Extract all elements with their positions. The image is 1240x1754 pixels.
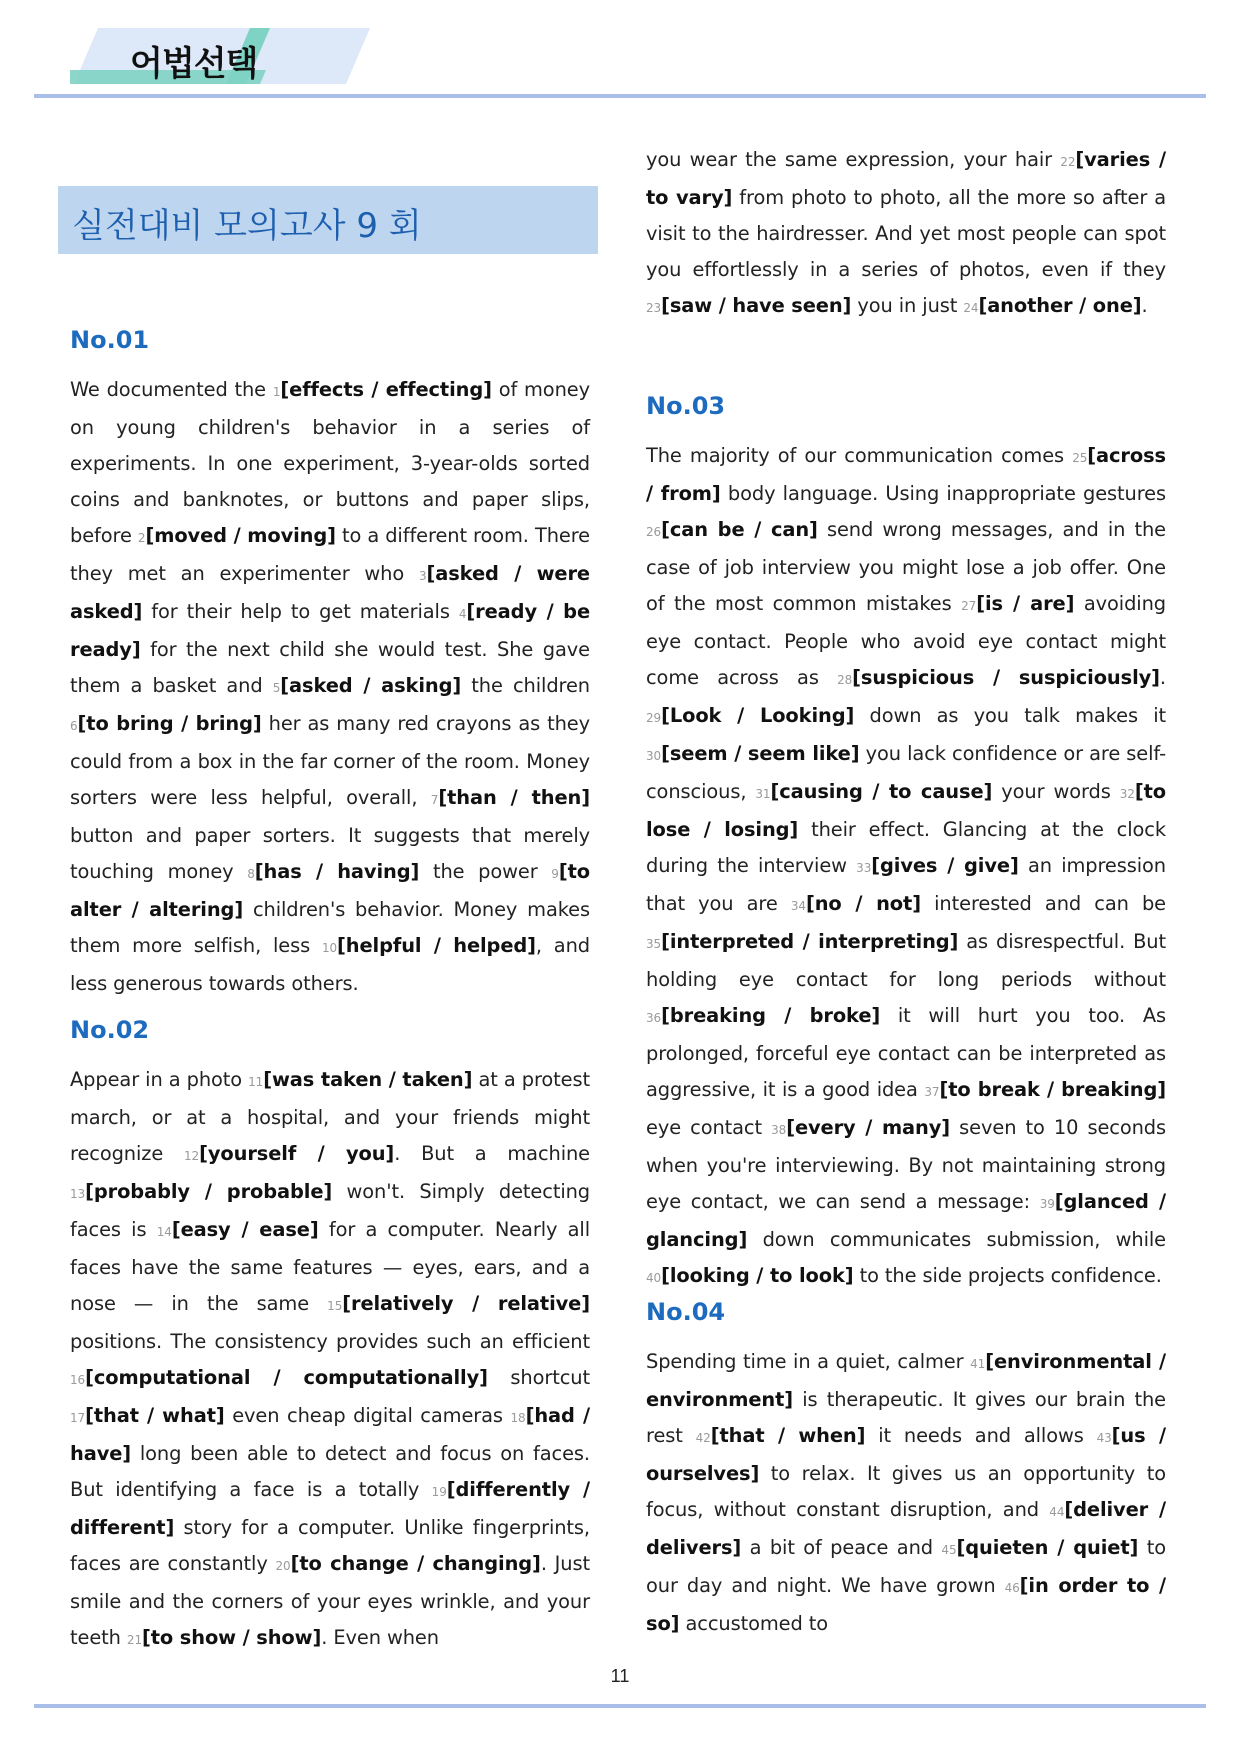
passage-text: button and paper sorters. It suggests that merely touching money: [70, 824, 590, 883]
passage-text: children's behavior. Money makes them more selfish, less: [70, 898, 590, 957]
question-number: 38: [771, 1123, 787, 1137]
answer-choice: [to alter / altering]: [70, 860, 590, 921]
answer-choice: [moved / moving]: [145, 524, 336, 547]
question-number: 22: [1060, 155, 1076, 169]
passage-text: interested and can be: [920, 892, 1166, 915]
answer-choice: [seem / seem like]: [661, 742, 860, 765]
answer-choice: [relatively / relative]: [342, 1292, 590, 1315]
passage-text: for their help to get materials: [142, 600, 459, 623]
answer-choice: [ready / be ready]: [70, 600, 590, 661]
passage-text: .: [1159, 666, 1166, 689]
answer-choice: [can be / can]: [661, 518, 818, 541]
answer-choice: [no / not]: [805, 892, 921, 915]
answer-choice: [quieten / quiet]: [956, 1536, 1139, 1559]
answer-choice: [had / have]: [70, 1404, 590, 1465]
passage-text: their effect. Glancing at the clock during the interview: [646, 818, 1166, 877]
answer-choice: [deliver / delivers]: [646, 1498, 1166, 1559]
question-number: 8: [247, 867, 255, 881]
answer-choice: [to change / changing]: [290, 1552, 541, 1575]
question-number: 34: [790, 899, 806, 913]
answer-choice: [has / having]: [254, 860, 420, 883]
answer-choice: [to show / show]: [142, 1626, 322, 1649]
passage-text: to relax. It gives us an opportunity to focus, without constant disruption, and: [646, 1462, 1166, 1521]
answer-choice: [that / when]: [710, 1424, 866, 1447]
passage-no02: [70, 1062, 590, 1658]
question-number: 46: [1004, 1581, 1020, 1595]
question-number: 33: [856, 861, 872, 875]
passage-text: down as you talk makes it: [854, 704, 1166, 727]
question-number: 32: [1119, 787, 1135, 801]
answer-choice: [interpreted / interpreting]: [661, 930, 959, 953]
passage-text: accustomed to: [679, 1612, 829, 1635]
passage-no02-continued: [646, 142, 1166, 326]
passage-text: seven to 10 seconds when you're interviewing. By not maintaining strong eye contact, we can send a message:: [646, 1116, 1166, 1213]
passage-text: body language. Using inappropriate gestures: [720, 482, 1166, 505]
passage-no01: [70, 372, 590, 1002]
passage-text: is therapeutic. It gives our brain the rest: [646, 1388, 1166, 1447]
passage-text: to our day and night. We have grown: [646, 1536, 1166, 1597]
passage-text: story for a computer. Unlike fingerprints, faces are constantly: [70, 1516, 590, 1575]
answer-choice: [glanced / glancing]: [646, 1190, 1167, 1251]
question-number: 23: [646, 301, 662, 315]
answer-choice: [effects / effecting]: [280, 378, 492, 401]
question-number: 6: [70, 719, 78, 733]
passage-no03: [646, 438, 1166, 1296]
passage-text: of money on young children's behavior in a series of experiments. In one experiment, 3-year-olds sorted coins and banknotes, or buttons and paper slips, before: [70, 378, 590, 547]
question-number: 14: [156, 1225, 172, 1239]
question-number: 40: [646, 1271, 662, 1285]
answer-choice: [causing / to cause]: [770, 780, 993, 803]
passage-text: avoiding eye contact. People who avoid eye contact might come across as: [646, 592, 1166, 689]
answer-choice: [in order to / so]: [646, 1574, 1166, 1635]
question-number: 12: [184, 1149, 200, 1163]
passage-text: down communicates submission, while: [747, 1228, 1166, 1251]
answer-choice: [us / ourselves]: [646, 1424, 1166, 1485]
passage-text: send wrong messages, and in the case of job interview you might lose a job offer. One of the most common mistakes: [646, 518, 1166, 615]
question-number: 43: [1096, 1431, 1112, 1445]
passage-text: for the next child she would test. She gave them a basket and: [70, 638, 590, 697]
answer-choice: [asked / asking]: [280, 674, 462, 697]
answer-choice: [across / from]: [646, 444, 1166, 505]
answer-choice: [gives / give]: [871, 854, 1019, 877]
question-number: 27: [961, 599, 977, 613]
passage-text: . But a machine: [394, 1142, 591, 1165]
question-number: 20: [275, 1559, 291, 1573]
passage-text: you wear the same expression, your hair: [646, 148, 1061, 171]
question-number: 17: [70, 1411, 86, 1425]
answer-choice: [easy / ease]: [171, 1218, 319, 1241]
answer-choice: [to break / breaking]: [939, 1078, 1166, 1101]
question-number: 4: [458, 607, 467, 621]
question-number: 5: [272, 681, 281, 695]
answer-choice: [computational / computationally]: [85, 1366, 488, 1389]
question-number: 26: [646, 525, 662, 539]
question-number: 36: [646, 1011, 662, 1025]
answer-choice: [helpful / helped]: [337, 934, 536, 957]
question-number: 21: [126, 1633, 142, 1647]
question-number: 44: [1049, 1505, 1065, 1519]
answer-choice: [another / one]: [978, 294, 1142, 317]
question-number: 3: [418, 569, 427, 583]
passage-text: the power: [419, 860, 552, 883]
passage-text: the children: [461, 674, 591, 697]
question-number: 37: [924, 1085, 940, 1099]
passage-text: . Just smile and the corners of your eyes wrinkle, and your teeth: [70, 1552, 590, 1649]
answer-choice: [environmental / environment]: [646, 1350, 1166, 1411]
answer-choice: [that / what]: [85, 1404, 225, 1427]
passage-text: to a different room. There they met an experimenter who: [70, 524, 591, 585]
question-number: 15: [327, 1299, 343, 1313]
passage-no04: [646, 1344, 1166, 1642]
section-heading-no01: No.01: [70, 326, 150, 354]
answer-choice: [saw / have seen]: [661, 294, 852, 317]
question-number: 39: [1039, 1197, 1055, 1211]
question-number: 13: [70, 1187, 86, 1201]
answer-choice: [was taken / taken]: [263, 1068, 473, 1091]
question-number: 31: [755, 787, 771, 801]
question-number: 9: [551, 867, 559, 881]
section-heading-no02: No.02: [70, 1016, 150, 1044]
question-number: 28: [837, 673, 853, 687]
passage-text: a bit of peace and: [741, 1536, 942, 1559]
passage-text: We documented the: [70, 378, 273, 401]
question-number: 35: [646, 937, 662, 951]
answer-choice: [suspicious / suspiciously]: [852, 666, 1160, 689]
question-number: 10: [321, 941, 338, 955]
question-number: 11: [248, 1075, 264, 1089]
bottom-rule: [34, 1704, 1206, 1708]
answer-choice: [probably / probable]: [85, 1180, 333, 1203]
passage-text: to the side projects confidence.: [853, 1264, 1162, 1287]
question-number: 16: [70, 1373, 86, 1387]
passage-text: at a protest march, or at a hospital, and your friends might recognize: [70, 1068, 590, 1165]
question-number: 19: [431, 1485, 447, 1499]
question-number: 29: [646, 711, 662, 725]
passage-text: it will hurt you too. As prolonged, forceful eye contact can be interpreted as aggressive, it is a good idea: [646, 1004, 1166, 1101]
passage-text: as disrespectful. But holding eye contact for long periods without: [646, 930, 1166, 991]
answer-choice: [is / are]: [976, 592, 1075, 615]
passage-text: shortcut: [487, 1366, 590, 1389]
passage-text: an impression that you are: [646, 854, 1166, 915]
answer-choice: [differently / different]: [70, 1478, 590, 1539]
passage-text: Appear in a photo: [70, 1068, 249, 1091]
answer-choice: [to bring / bring]: [77, 712, 262, 735]
passage-text: eye contact: [646, 1116, 772, 1139]
passage-text: you lack confidence or are self-conscious,: [646, 742, 1166, 803]
question-number: 1: [272, 385, 281, 399]
section-heading-no04: No.04: [646, 1298, 726, 1326]
passage-text: your words: [992, 780, 1120, 803]
question-number: 2: [137, 531, 146, 545]
section-heading-no03: No.03: [646, 392, 726, 420]
answer-choice: [than / then]: [438, 786, 590, 809]
passage-text: her as many red crayons as they could from a box in the far corner of the room. Money sorters were less helpful, overall,: [70, 712, 590, 809]
passage-text: The majority of our communication comes: [646, 444, 1073, 467]
question-number: 24: [963, 301, 979, 315]
passage-text: you in just: [851, 294, 964, 317]
passage-text: won't. Simply detecting faces is: [70, 1180, 591, 1241]
question-number: 41: [970, 1357, 986, 1371]
passage-text: even cheap digital cameras: [224, 1404, 511, 1427]
question-number: 18: [510, 1411, 526, 1425]
passage-text: Spending time in a quiet, calmer: [646, 1350, 971, 1373]
exam-title: 실전대비 모의고사 9 회: [72, 206, 422, 246]
passage-text: long been able to detect and focus on faces. But identifying a face is a totally: [70, 1442, 590, 1501]
answer-choice: [to lose / losing]: [646, 780, 1166, 841]
page-number: 11: [610, 1666, 630, 1686]
passage-text: positions. The consistency provides such an efficient: [70, 1330, 590, 1353]
question-number: 42: [695, 1431, 711, 1445]
question-number: 30: [646, 749, 662, 763]
passage-text: . Even when: [321, 1626, 439, 1649]
answer-choice: [asked / were asked]: [70, 562, 590, 623]
passage-text: , and less generous towards others.: [70, 934, 590, 995]
passage-text: for a computer. Nearly all faces have the same features — eyes, ears, and a nose — in the same: [70, 1218, 590, 1315]
question-number: 45: [941, 1543, 957, 1557]
question-number: 7: [430, 793, 439, 807]
question-number: 25: [1072, 451, 1088, 465]
passage-text: from photo to photo, all the more so after a visit to the hairdresser. And yet most people can spot you effortlessly in a series of photos, even if they: [646, 186, 1166, 281]
answer-choice: [every / many]: [786, 1116, 951, 1139]
answer-choice: [yourself / you]: [199, 1142, 395, 1165]
passage-text: it needs and allows: [865, 1424, 1097, 1447]
top-rule: [34, 94, 1206, 98]
answer-choice: [Look / Looking]: [661, 704, 855, 727]
answer-choice: [varies / to vary]: [646, 148, 1166, 209]
header-category: 어법선택: [130, 44, 258, 84]
answer-choice: [looking / to look]: [661, 1264, 854, 1287]
passage-text: .: [1141, 294, 1148, 317]
answer-choice: [breaking / broke]: [661, 1004, 881, 1027]
